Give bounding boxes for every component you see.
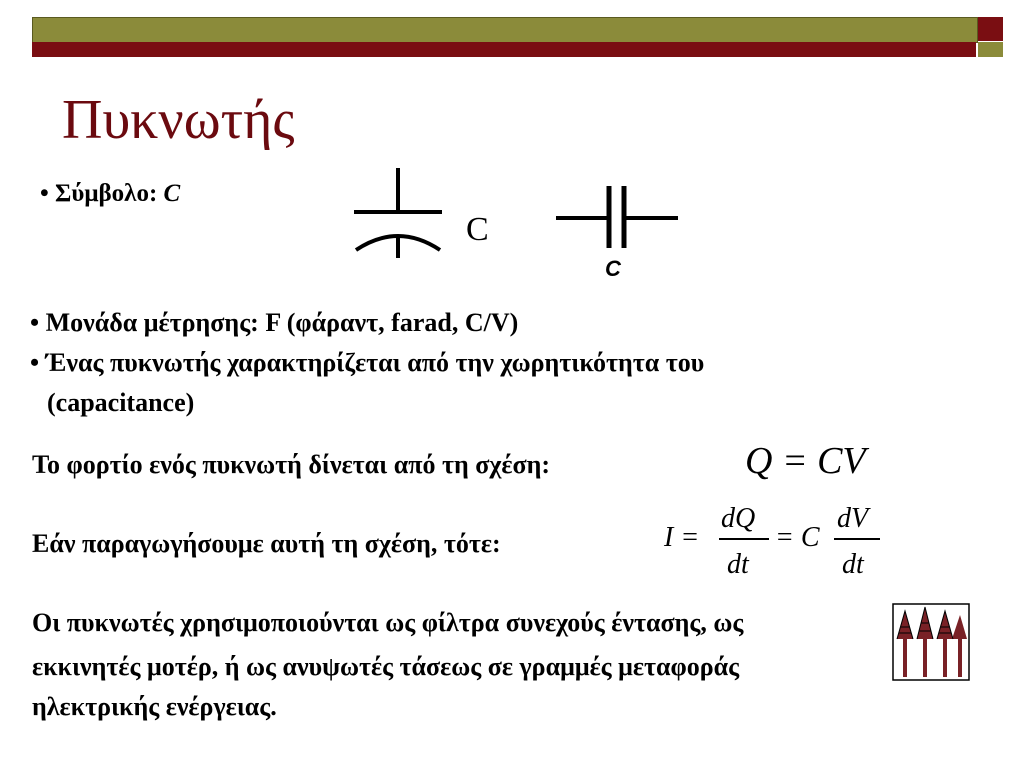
- capacitance-line-1: • Ένας πυκνωτής χαρακτηρίζεται από την χωρητικότητα του: [30, 348, 705, 377]
- formula-dt-1: dt: [727, 549, 749, 580]
- symbol-var: C: [163, 180, 181, 207]
- capacitor-polarized-icon: [340, 160, 460, 265]
- formula-dv: dV: [837, 503, 869, 534]
- formula-i: I =: [664, 522, 700, 553]
- charge-text: Το φορτίο ενός πυκνωτή δίνεται από τη σχέση:: [32, 450, 551, 479]
- capacitor-label-1: C: [466, 211, 489, 248]
- unit-line: • Μονάδα μέτρησης: F (φάραντ, farad, C/V): [30, 308, 519, 337]
- symbol-line: [40, 181, 180, 206]
- slide-title: Πυκνωτής: [62, 89, 295, 151]
- uses-line-3: ηλεκτρικής ενέργειας.: [32, 692, 277, 721]
- fraction-bar-2: [834, 538, 880, 540]
- symbol-label: • Σύμβολο:: [40, 180, 164, 207]
- derive-text: Εάν παραγωγήσουμε αυτή τη σχέση, τότε:: [32, 529, 501, 558]
- formula-eq-c: = C: [775, 522, 820, 553]
- formula-dq: dQ: [721, 503, 756, 534]
- uses-line-2: εκκινητές μοτέρ, ή ως ανυψωτές τάσεως σε γραμμές μεταφοράς: [32, 652, 740, 681]
- uses-line-1: Οι πυκνωτές χρησιμοποιούνται ως φίλτρα συνεχούς έντασης, ως: [32, 608, 744, 637]
- capacitor-label-2: C: [605, 256, 621, 281]
- header-bar-olive: [32, 17, 978, 43]
- header-bar-red: [32, 42, 976, 57]
- capacitor-icon: [552, 182, 682, 252]
- fraction-bar-1: [719, 538, 769, 540]
- capacitance-line-2: (capacitance): [47, 388, 195, 417]
- university-logo-icon: [892, 603, 970, 681]
- header-square-red: [978, 17, 1003, 41]
- header-square-olive: [978, 42, 1003, 57]
- charge-formula: Q = CV: [745, 440, 866, 482]
- formula-dt-2: dt: [842, 549, 864, 580]
